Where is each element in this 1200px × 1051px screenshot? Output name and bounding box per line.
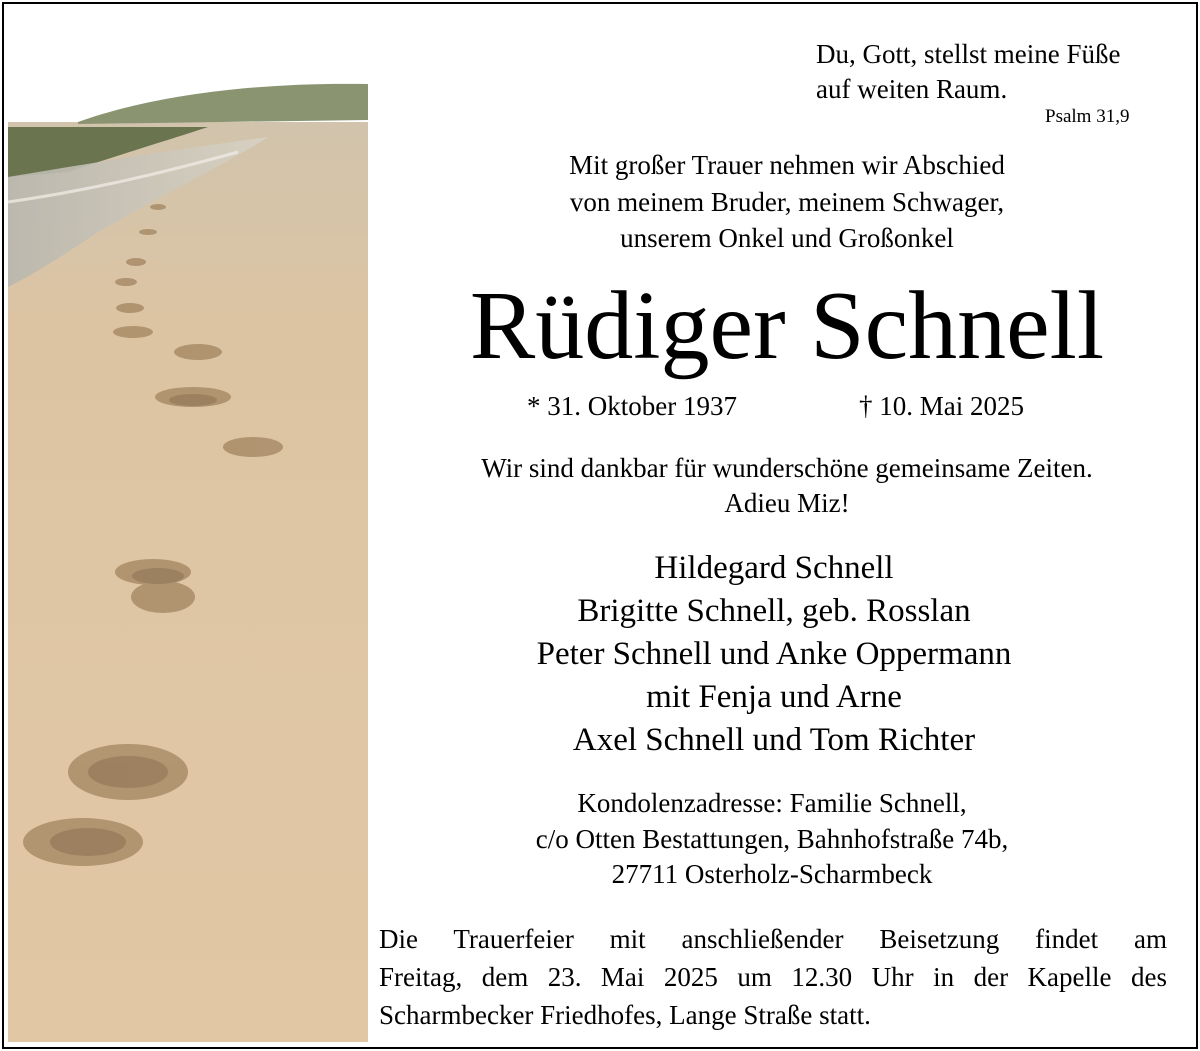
psalm-quote-line-1: Du, Gott, stellst meine Füße (816, 39, 1121, 69)
psalm-reference: Psalm 31,9 (1045, 106, 1130, 127)
beach-footprints-photo (8, 82, 368, 1042)
thanks-line-2: Adieu Miz! (724, 488, 850, 518)
service-line-3: Scharmbecker Friedhofes, Lange Straße statt. (379, 1000, 871, 1030)
condolence-line-1: Kondolenzadresse: Familie Schnell, (577, 788, 967, 818)
condolence-line-2: c/o Otten Bestattungen, Bahnhofstraße 74b, (535, 824, 1009, 854)
mourner-2: Brigitte Schnell, geb. Rosslan (577, 593, 971, 629)
mourner-5: Axel Schnell und Tom Richter (572, 722, 976, 758)
condolence-line-3: 27711 Osterholz-Scharmbeck (611, 859, 933, 889)
obituary-notice (2, 2, 1198, 1049)
intro-line-1: Mit großer Trauer nehmen wir Abschied (569, 150, 1005, 180)
psalm-quote-line-2: auf weiten Raum. (816, 74, 1008, 104)
thanks-line-1: Wir sind dankbar für wunderschöne gemeinsame Zeiten. (481, 453, 1093, 483)
service-line-1: Die Trauerfeier mit anschließender Beisetzung findet am (379, 924, 1167, 954)
mourner-4: mit Fenja und Arne (646, 679, 902, 715)
service-line-2: Freitag, dem 23. Mai 2025 um 12.30 Uhr in der Kapelle des (379, 962, 1167, 992)
intro-line-3: unserem Onkel und Großonkel (620, 223, 954, 253)
birth-date: * 31. Oktober 1937 (527, 391, 737, 421)
death-date: † 10. Mai 2025 (859, 391, 1024, 421)
deceased-name: Rüdiger Schnell (469, 272, 1105, 380)
intro-line-2: von meinem Bruder, meinem Schwager, (569, 187, 1005, 217)
beach-footprints-image (8, 82, 368, 1042)
mourner-3: Peter Schnell und Anke Oppermann (536, 636, 1012, 672)
mourner-1: Hildegard Schnell (654, 550, 894, 586)
funeral-service-info (379, 926, 1167, 1040)
